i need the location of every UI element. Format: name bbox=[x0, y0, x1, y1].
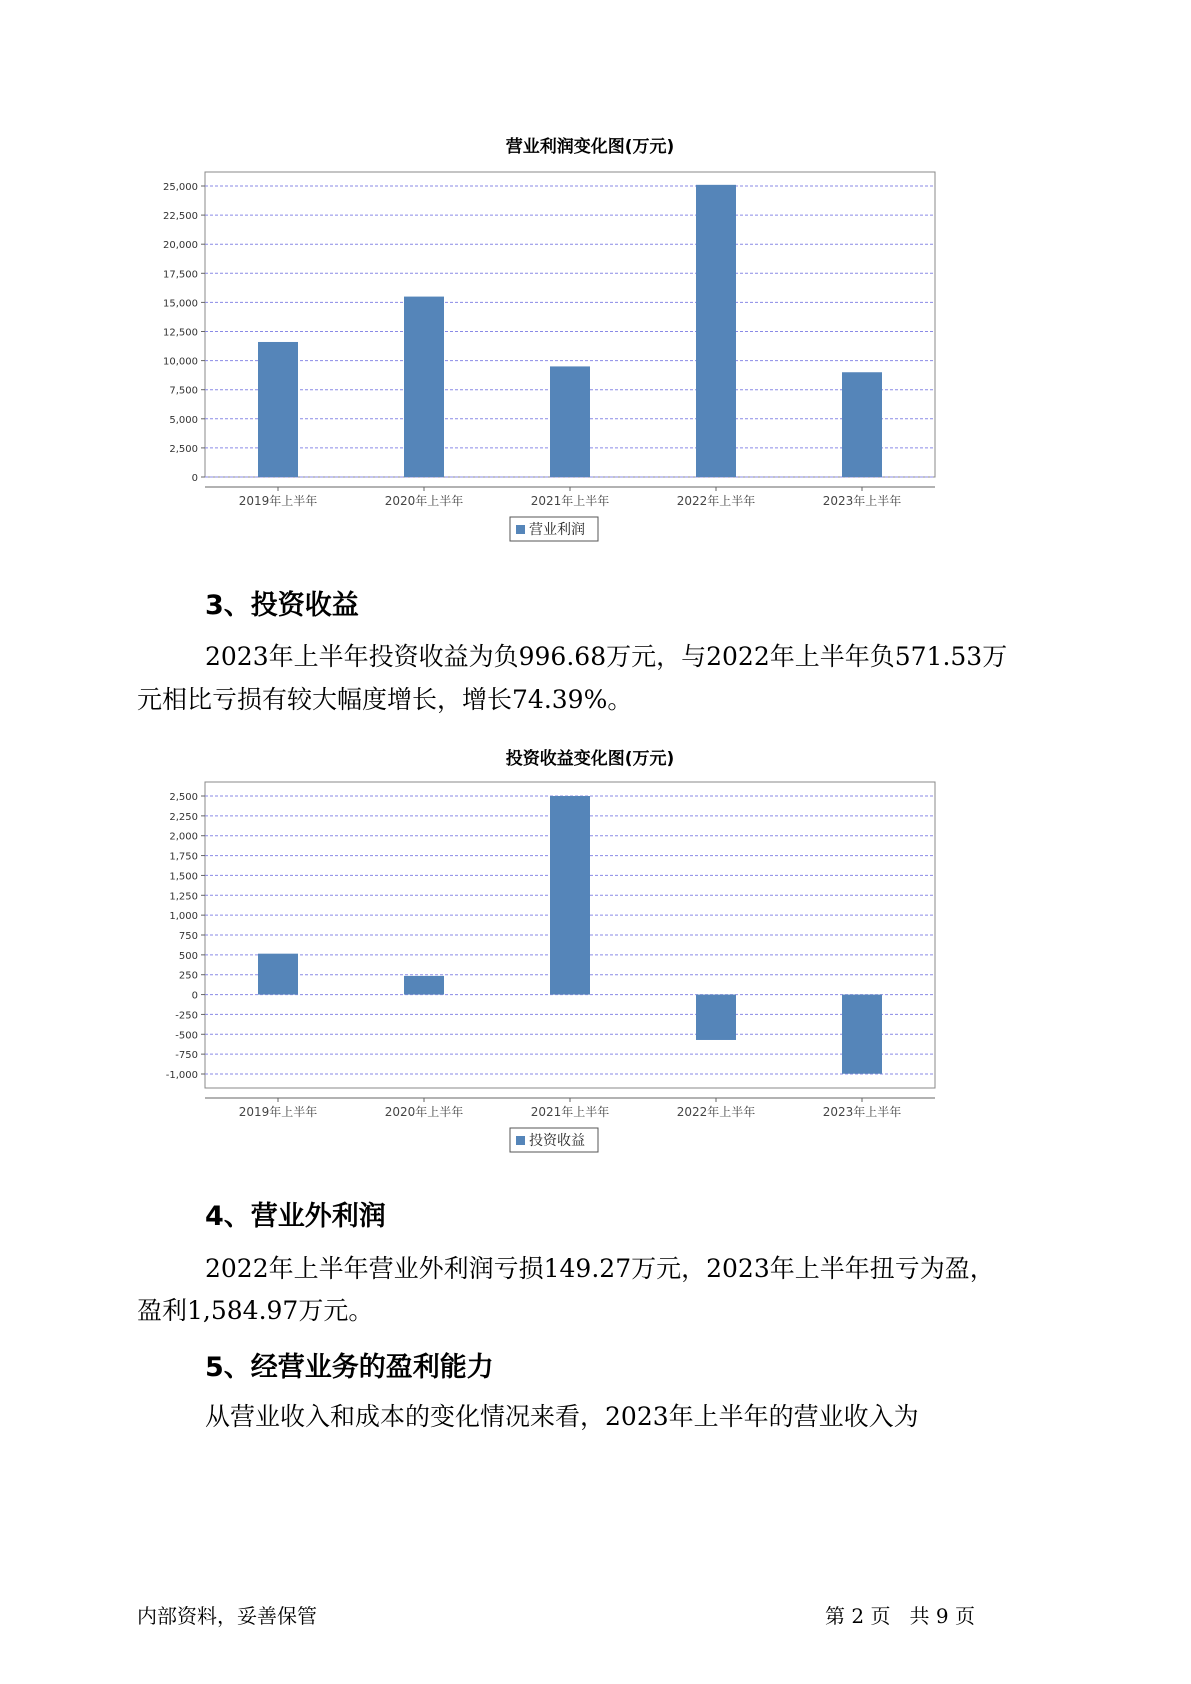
section-heading-non-operating-profit: 4、营业外利润 bbox=[205, 1201, 386, 1232]
paragraph-line: 从营业收入和成本的变化情况来看，2023年上半年的营业收入为 bbox=[205, 1402, 919, 1431]
bar bbox=[258, 342, 298, 477]
section-heading-investment-income: 3、投资收益 bbox=[205, 590, 359, 621]
y-tick-label: 0 bbox=[191, 473, 198, 484]
y-tick-label: 17,500 bbox=[163, 269, 198, 281]
bar bbox=[696, 185, 736, 477]
paragraph-line: 2022年上半年营业外利润亏损149.27万元，2023年上半年扭亏为盈， bbox=[205, 1254, 995, 1283]
x-tick-label: 2022年上半年 bbox=[676, 494, 756, 508]
y-tick-label: -1,000 bbox=[165, 1070, 198, 1081]
y-tick-label: 1,750 bbox=[169, 851, 198, 863]
bar bbox=[404, 976, 444, 995]
x-tick-label: 2022年上半年 bbox=[676, 1105, 756, 1119]
y-tick-label: 2,500 bbox=[169, 443, 198, 455]
footer-left: 内部资料，妥善保管 bbox=[137, 1604, 317, 1628]
x-tick-label: 2023年上半年 bbox=[822, 494, 902, 508]
chart-title: 投资收益变化图(万元) bbox=[505, 749, 675, 769]
legend-swatch bbox=[516, 1136, 525, 1145]
x-tick-label: 2021年上半年 bbox=[530, 494, 610, 508]
legend-label: 投资收益 bbox=[529, 1133, 585, 1149]
chart-title: 营业利润变化图(万元) bbox=[505, 137, 675, 157]
y-tick-label: 25,000 bbox=[163, 182, 198, 193]
footer-page-number: 第 2 页 共 9 页 bbox=[825, 1604, 975, 1628]
x-tick-label: 2020年上半年 bbox=[384, 494, 464, 508]
y-tick-label: -500 bbox=[175, 1030, 198, 1042]
y-tick-label: 2,500 bbox=[169, 792, 198, 803]
bar bbox=[842, 372, 882, 477]
y-tick-label: 1,000 bbox=[169, 911, 198, 923]
y-tick-label: -750 bbox=[175, 1050, 198, 1062]
bar bbox=[404, 297, 444, 477]
bar bbox=[696, 995, 736, 1040]
legend-label: 营业利润 bbox=[529, 522, 585, 538]
paragraph-line: 2023年上半年投资收益为负996.68万元，与2022年上半年负571.53万 bbox=[205, 642, 1008, 671]
y-tick-label: 1,250 bbox=[169, 891, 198, 903]
section-heading-profitability: 5、经营业务的盈利能力 bbox=[205, 1352, 494, 1383]
y-tick-label: 22,500 bbox=[163, 211, 198, 223]
x-tick-label: 2019年上半年 bbox=[238, 1105, 318, 1119]
y-tick-label: 20,000 bbox=[163, 240, 198, 252]
chart-svg bbox=[130, 130, 1050, 550]
investment-income-chart bbox=[130, 740, 1050, 1160]
bar bbox=[258, 954, 298, 995]
x-tick-label: 2021年上半年 bbox=[530, 1105, 610, 1119]
y-tick-label: 15,000 bbox=[163, 298, 198, 310]
legend-swatch bbox=[516, 525, 525, 534]
y-tick-label: 7,500 bbox=[169, 385, 198, 397]
paragraph-line: 盈利1,584.97万元。 bbox=[137, 1296, 374, 1325]
y-tick-label: 12,500 bbox=[163, 327, 198, 339]
bar bbox=[550, 796, 590, 995]
bar bbox=[842, 995, 882, 1074]
y-tick-label: 750 bbox=[178, 931, 198, 942]
paragraph-line: 元相比亏损有较大幅度增长，增长74.39%。 bbox=[137, 685, 633, 714]
y-tick-label: 2,250 bbox=[169, 811, 198, 823]
y-tick-label: 0 bbox=[191, 990, 198, 1002]
y-tick-label: 250 bbox=[178, 970, 198, 982]
x-tick-label: 2019年上半年 bbox=[238, 494, 318, 508]
operating-profit-chart bbox=[130, 130, 1050, 550]
y-tick-label: 500 bbox=[178, 950, 198, 962]
y-tick-label: 2,000 bbox=[169, 831, 198, 843]
y-tick-label: 5,000 bbox=[169, 414, 198, 426]
y-tick-label: 10,000 bbox=[163, 356, 198, 368]
x-tick-label: 2023年上半年 bbox=[822, 1105, 902, 1119]
chart-svg bbox=[130, 740, 1050, 1160]
y-tick-label: -250 bbox=[175, 1010, 198, 1022]
y-tick-label: 1,500 bbox=[169, 871, 198, 883]
x-tick-label: 2020年上半年 bbox=[384, 1105, 464, 1119]
bar bbox=[550, 366, 590, 477]
